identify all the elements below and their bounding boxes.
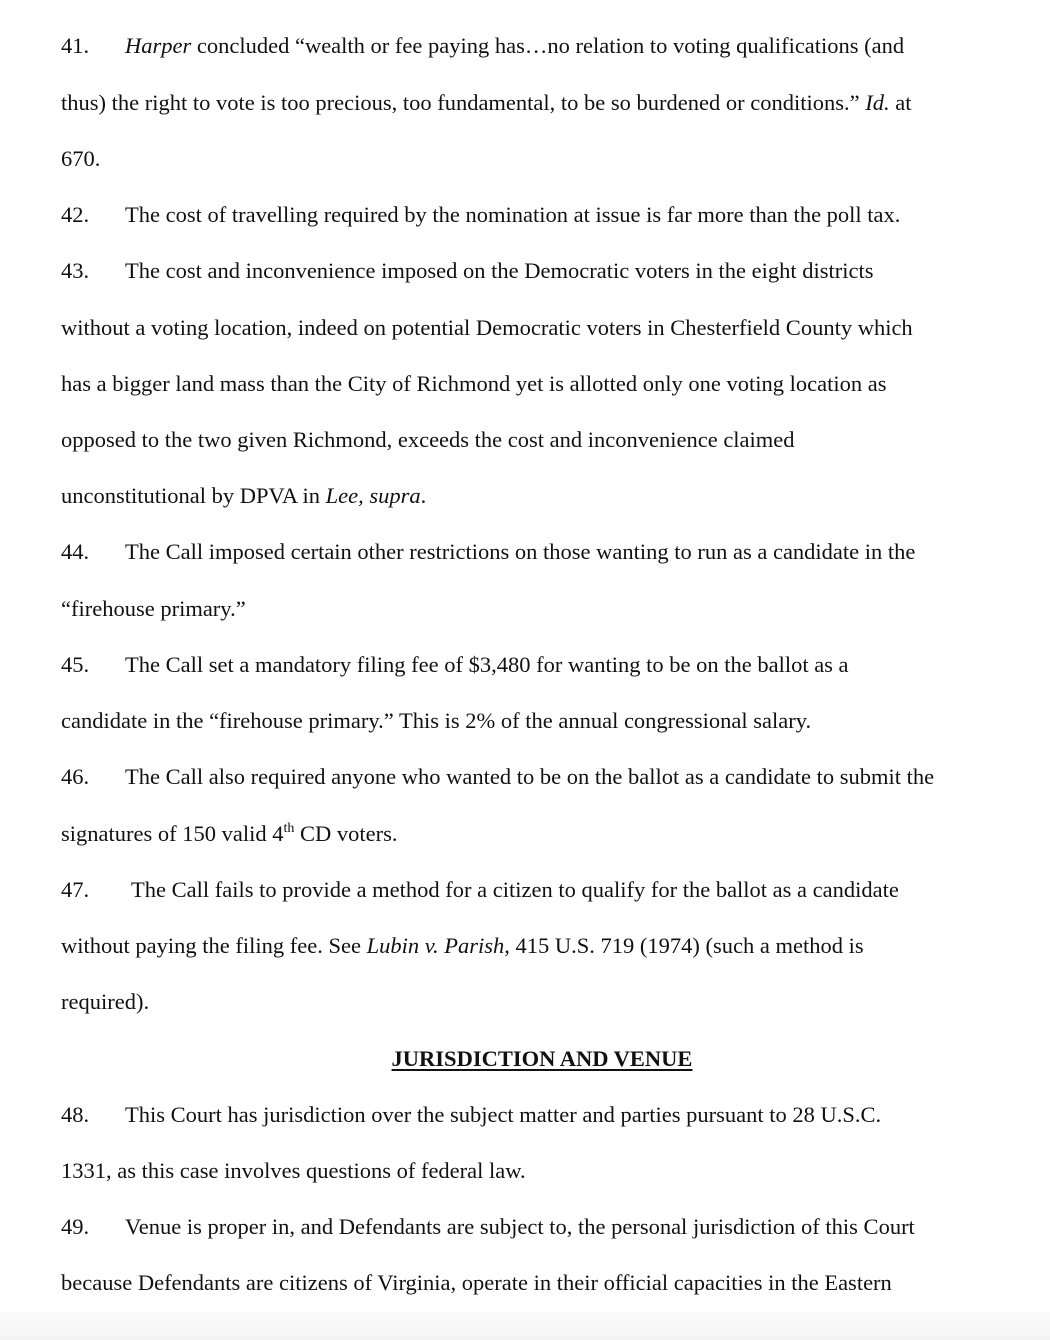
paragraph-43-line-4: opposed to the two given Richmond, exceeds the cost and inconvenience claimed bbox=[61, 427, 795, 452]
paragraph-number: 44. bbox=[61, 539, 90, 564]
paragraph-41-line-3: 670. bbox=[61, 146, 101, 171]
paragraph-44-line-1: 44. The Call imposed certain other restrictions on those wanting to run as a candidate in the bbox=[61, 539, 916, 564]
paragraph-45-line-2: candidate in the “firehouse primary.” This is 2% of the annual congressional salary. bbox=[61, 708, 812, 733]
paragraph-number: 42. bbox=[61, 202, 90, 227]
paragraph-43-line-1: 43. The cost and inconvenience imposed on the Democratic voters in the eight districts bbox=[61, 258, 874, 283]
paragraph-number: 41. bbox=[61, 33, 90, 58]
section-heading: JURISDICTION AND VENUE bbox=[391, 1046, 693, 1071]
paragraph-44-line-2: “firehouse primary.” bbox=[61, 596, 246, 621]
paragraph-41-line-1: 41. Harper concluded “wealth or fee paying has…no relation to voting qualifications (and bbox=[61, 33, 905, 58]
paragraph-47-line-2: without paying the filing fee. See Lubin v. Parish, 415 U.S. 719 (1974) (such a method is bbox=[61, 933, 864, 958]
case-citation: Lee, supra bbox=[325, 483, 421, 508]
paragraph-47-line-3: required). bbox=[61, 989, 150, 1014]
paragraph-number: 46. bbox=[61, 764, 90, 789]
paragraph-number: 48. bbox=[61, 1102, 90, 1127]
paragraph-number: 49. bbox=[61, 1214, 90, 1239]
paragraph-47-line-1: 47. The Call fails to provide a method for a citizen to qualify for the ballot as a candidate bbox=[61, 877, 899, 902]
case-citation: Lubin v. Parish bbox=[366, 933, 505, 958]
paragraph-46-line-2: signatures of 150 valid 4th CD voters. bbox=[61, 821, 398, 846]
paragraph-45-line-1: 45. The Call set a mandatory filing fee of $3,480 for wanting to be on the ballot as a bbox=[61, 652, 849, 677]
paragraph-49-line-1: 49. Venue is proper in, and Defendants are subject to, the personal jurisdiction of this Court bbox=[61, 1214, 915, 1239]
case-citation: Harper bbox=[125, 33, 192, 58]
ordinal-superscript: th bbox=[283, 821, 295, 836]
paragraph-49-line-2: because Defendants are citizens of Virginia, operate in their official capacities in the Eastern bbox=[61, 1270, 892, 1295]
paragraph-number: 45. bbox=[61, 652, 90, 677]
paragraph-43-line-2: without a voting location, indeed on potential Democratic voters in Chesterfield County which bbox=[61, 315, 913, 340]
paragraph-number: 43. bbox=[61, 258, 90, 283]
paragraph-46-line-1: 46. The Call also required anyone who wanted to be on the ballot as a candidate to submit the bbox=[61, 764, 935, 789]
page-bottom-edge bbox=[0, 1312, 1050, 1340]
paragraph-42-line-1: 42. The cost of travelling required by the nomination at issue is far more than the poll tax. bbox=[61, 202, 901, 227]
paragraph-41-line-2: thus) the right to vote is too precious, too fundamental, to be so burdened or conditions.” Id. at bbox=[61, 90, 912, 115]
case-citation: Id. bbox=[865, 90, 890, 115]
paragraph-43-line-5: unconstitutional by DPVA in Lee, supra. bbox=[61, 483, 427, 508]
paragraph-number: 47. bbox=[61, 877, 90, 902]
paragraph-48-line-1: 48. This Court has jurisdiction over the subject matter and parties pursuant to 28 U.S.C. bbox=[61, 1102, 882, 1127]
paragraph-43-line-3: has a bigger land mass than the City of Richmond yet is allotted only one voting location as bbox=[61, 371, 887, 396]
paragraph-48-line-2: 1331, as this case involves questions of federal law. bbox=[61, 1158, 526, 1183]
